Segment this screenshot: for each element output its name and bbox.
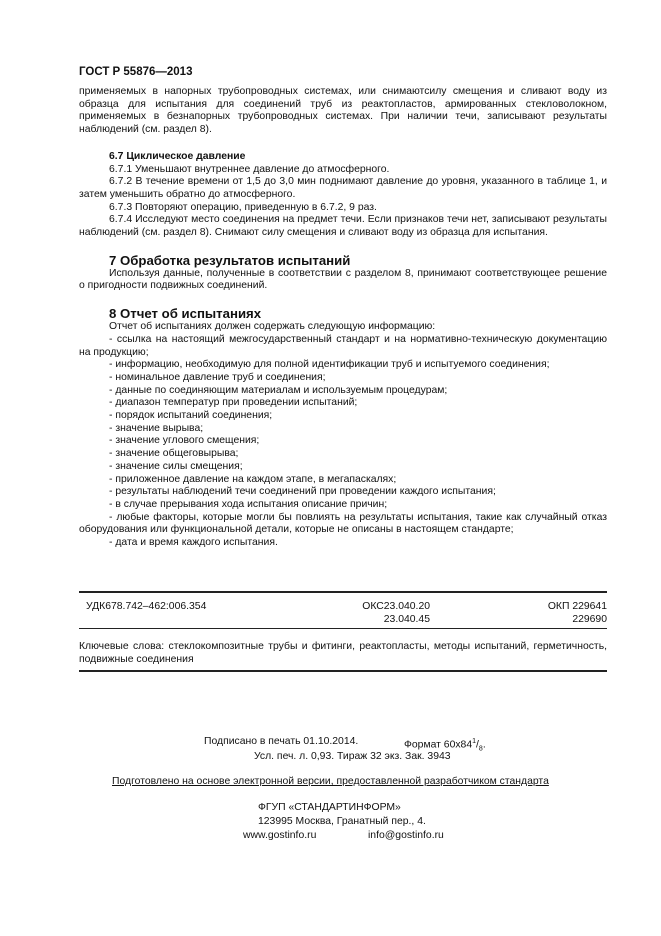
- divider-top: [79, 591, 607, 593]
- list-item: - значение общеговырыва;: [109, 448, 239, 460]
- email-link[interactable]: info@gostinfo.ru: [368, 830, 444, 841]
- website-link[interactable]: www.gostinfo.ru: [243, 830, 317, 841]
- paper-format: Формат $60x84^1/_8$.: [404, 738, 486, 753]
- list-item: - приложенное давление на каждом этапе, в мегапаскалях;: [109, 473, 397, 485]
- oks-code-2: 23.040.45: [383, 614, 430, 625]
- section-6-7-item: 6.7.4 Исследуют место соединения на предмет течи. Если признаков течи нет, записывают результаты наблюдений (см. раздел 8). Снимают силу смещения и сливают воду из образца для испытания.: [79, 214, 607, 239]
- section-7-title: 7 Обработка результатов испытаний: [109, 252, 351, 268]
- list-item: - ссылка на настоящий межгосударственный стандарт и на нормативно-техническую документацию на продукцию;: [79, 333, 607, 358]
- section-7-text: Используя данные, полученные в соответствии с разделом 8, принимают соответствующее решение о пригодности подвижных соединений.: [79, 267, 607, 292]
- main-body: [79, 86, 607, 550]
- list-item: - дата и время каждого испытания.: [109, 537, 278, 549]
- okp-code-1: ОКП 229641: [547, 601, 607, 612]
- list-item: - значение углового смещения;: [109, 435, 260, 447]
- section-6-7-item: 6.7.2 В течение времени от 1,5 до 3,0 мин поднимают давление до уровня, указанного в таблице 1, и затем уменьшить обратно до атмосферного.: [79, 176, 607, 200]
- prepared-note: Подготовлено на основе электронной версии, предоставленной разработчиком стандарта: [112, 776, 549, 787]
- divider-middle: [79, 628, 607, 629]
- document-code: ГОСТ Р 55876—2013: [79, 66, 193, 78]
- oks-code-1: ОКС23.040.20: [362, 601, 430, 612]
- list-item: - результаты наблюдений течи соединений при проведении каждого испытания;: [109, 486, 496, 498]
- list-item: - данные по соединяющим материалам и используемым процедурам;: [109, 384, 448, 396]
- okp-code-2: 229690: [572, 614, 607, 625]
- list-item: - порядок испытаний соединения;: [109, 410, 273, 422]
- publisher: ФГУП «СТАНДАРТИНФОРМ»: [258, 802, 401, 813]
- publisher-address: 123995 Москва, Гранатный пер., 4.: [258, 816, 426, 827]
- list-item: - информацию, необходимую для полной идентификации труб и испытуемого соединения;: [109, 359, 550, 371]
- list-item: - диапазон температур при проведении испытаний;: [109, 397, 358, 409]
- keywords: Ключевые слова: стеклокомпозитные трубы и фитинги, реактопласты, методы испытаний, герметичность, подвижные соединения: [79, 641, 607, 665]
- list-item: - в случае прерывания хода испытания описание причин;: [109, 498, 388, 510]
- list-item: - значение вырыва;: [109, 422, 204, 434]
- section-6-7-item: 6.7.3 Повторяют операцию, приведенную в 6.7.2, 9 раз.: [109, 201, 377, 213]
- intro-paragraph: применяемых в напорных трубопроводных системах, или снимаютсилу смещения и сливают воду из образца для испытания для соединений труб из реактопластов, армированных стекловолокном, применяемых в безнапорных трубопроводных системах. При наличии течи, записывают результаты наблюдений (см. раздел 8).: [79, 86, 607, 136]
- list-item: - значение силы смещения;: [109, 460, 243, 472]
- section-8-intro: Отчет об испытаниях должен содержать следующую информацию:: [109, 321, 436, 333]
- udk-code: УДК678.742–462:006.354: [86, 601, 207, 612]
- divider-bottom: [79, 670, 607, 672]
- list-item: - любые факторы, которые могли бы повлиять на результаты испытания, такие как случайный отказ оборудования или функциональной детали, которые не описаны в настоящем стандарте;: [79, 511, 607, 536]
- section-6-7-title: 6.7 Циклическое давление: [109, 150, 246, 162]
- section-6-7-item: 6.7.1 Уменьшают внутреннее давление до атмосферного.: [109, 163, 390, 175]
- section-8-title: 8 Отчет об испытаниях: [109, 306, 262, 322]
- print-info: Усл. печ. л. 0,93. Тираж 32 экз. Зак. 3943: [254, 751, 451, 762]
- list-item: - номинальное давление труб и соединения;: [109, 371, 326, 383]
- signed-date: Подписано в печать 01.10.2014.: [204, 736, 359, 747]
